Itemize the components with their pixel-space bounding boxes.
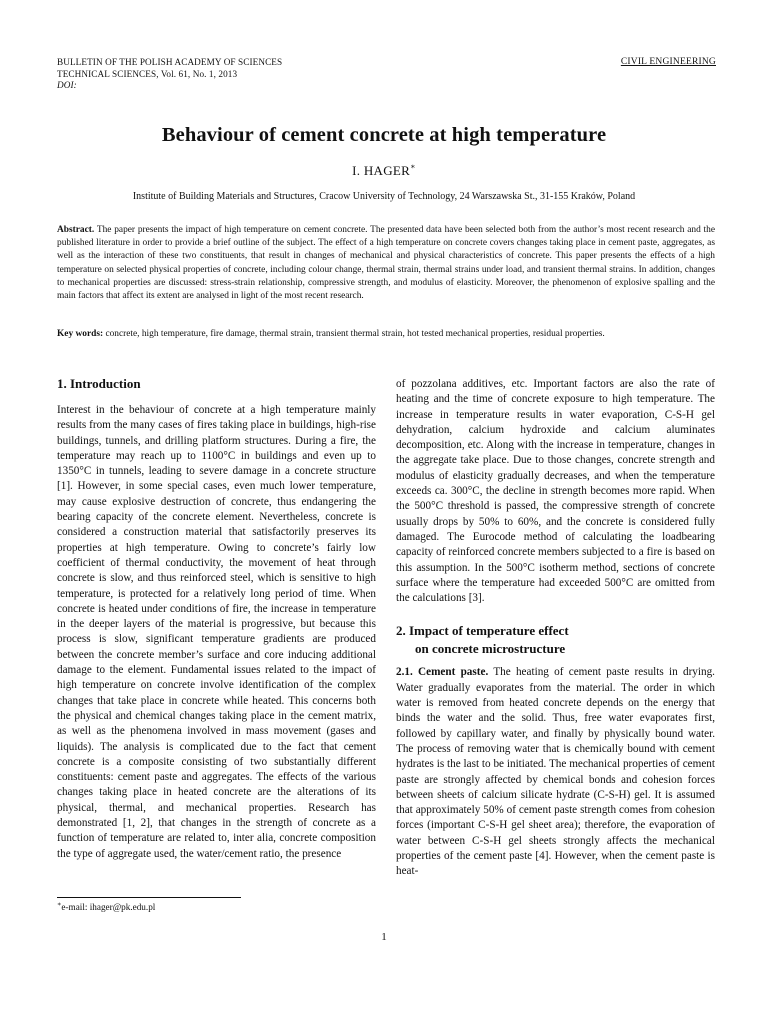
journal-header [57,57,282,92]
section-heading-microstructure [396,622,715,658]
abstract-label: Abstract. [57,225,95,235]
section2-heading-line2: on concrete microstructure [415,641,566,657]
cement-paste-paragraph [396,665,715,879]
section-heading-introduction: 1. Introduction [57,376,141,391]
author-name: I. HAGER [352,163,411,178]
abstract-text: The paper presents the impact of high temperature on cement concrete. The presented data have been selected both from the author’s most recent research and the published literature in order to provide a brief outline of the subject. The effect of a high temperature on concrete covers changes taking place in cement paste, aggregates, as well as the interaction of these two constituents, that result in changes of mechanical and physical characteristics of concrete. This paper presents the effects of a high temperature on selected physical properties of concrete, including colour change, thermal strain, thermal strains under load, and transient thermal strains. In addition, changes to mechanical properties are discussed: stress-strain relationship, compressive strength, and modulus of elasticity. Moreover, the phenomenon of explosive spalling and the main factors that affect its extent are analysed in light of the most recent research. [57,225,715,302]
keywords [57,328,715,341]
footnote-divider [57,897,241,898]
section-label: CIVIL ENGINEERING [620,57,716,67]
journal-name: BULLETIN OF THE POLISH ACADEMY OF SCIENCES [57,57,283,67]
footnote [57,900,155,912]
section2-heading-line1: 2. Impact of temperature effect [396,623,569,639]
right-column [396,377,715,880]
page-number: 1 [381,931,387,943]
keywords-label: Key words: [57,329,104,339]
author-line [0,163,768,179]
affiliation: Institute of Building Materials and Structures, Cracow University of Technology, 24 Warszawska St., 31-155 Kraków, Poland [132,191,636,202]
introduction-paragraph: Interest in the behaviour of concrete at a high temperature mainly results from the many cases of fires taking place in buildings, high-rise buildings, tunnels, and drilling platform structures. During a fire, the temperature may reach up to 1100°C in buildings and even up to 1350°C in tunnels, leading to severe damage in a concrete structure [1]. However, in some special cases, even much lower temperature, may cause explosive destruction of concrete, thus endangering the bearing capacity of the concrete element. Nevertheless, concrete is considered a construction material that satisfactorily preserves its properties at high temperature. Owing to concrete’s fairly low coefficient of thermal conductivity, the movement of heat through concrete is slow, and thus reinforced steel, which is sensitive to high temperature, is protected for a relatively long period of time. When concrete is heated under conditions of fire, the increase in temperature in the deeper layers of the material is progressive, but because this process is slow, significant temperature gradients are produced between the concrete member’s surface and core inducing additional damage to the element. Fundamental issues related to the impact of high temperature on concrete involve identification of the complex changes that take place in concrete while heated. This concerns both the physical and chemical changes taking place in the cement matrix, as well as the phenomena involved in mass movement (gases and liquids). The analysis is complicated due to the fact that cement concrete is a composite consisting of two substantially different constituents: cement paste and aggregates. The effects of the various changes taking place in heated concrete are the alterations of its physical, thermal, and mechanical properties. Research has demonstrated [1, 2], that changes in the strength of concrete as a function of temperature are related to, inter alia, concrete composition the type of aggregate used, the water/cement ratio, the presence [57,404,376,860]
journal-volume: TECHNICAL SCIENCES, Vol. 61, No. 1, 2013 [57,68,238,79]
introduction-continued: of pozzolana additives, etc. Important factors are also the rate of heating and the time of concrete exposure to high temperature. The increase in temperature results in water evaporation, C-S-H gel dehydration, calcium hydroxide and calcium aluminates decomposition, etc. Along with the increase in temperature, changes in the aggregate take place. Due to those changes, concrete strength and modulus of elasticity gradually decreases, and when the temperature exceeds ca. 300°C, the decline in strength becomes more rapid. When the 500°C threshold is passed, the compressive strength of concrete usually drops by 50% to 60%, and the concrete is considered fully damaged. The Eurocode method of calculating the loadbearing capacity of reinforced concrete members subjected to a fire is based on this assumption. In the 500°C isotherm method, sections of concrete surface where the temperature had exceeded 500°C are omitted from the calculations [3]. [396,378,715,605]
abstract [57,224,715,303]
cement-paste-text: The heating of cement paste results in drying. Water gradually evaporates from the material. The order in which water is removed from heated concrete depends on the energy that binds the water and the solid. Thus, free water evaporates first, followed by capillary water, and finally by physically bound water. The process of removing water that is chemically bound with cement hydrates is the last to be initiated. The mechanical properties of cement paste are strongly affected by chemical bonds and cohesion forces between sheets of calcium silicate hydrate (C-S-H) gel. It is assumed that approximately 50% of cement paste strength comes from cohesion forces (important C-S-H gel sheet area); therefore, the evaporation of water between C-S-H gel sheets strongly affects the mechanical properties of the cement paste [4]. However, when the cement paste is heat- [396,666,715,878]
doi-label: DOI: [57,80,77,90]
author-footnote-mark: ∗ [410,162,416,171]
paper-title: Behaviour of cement concrete at high temperature [161,124,607,146]
subsection-label: 2.1. Cement paste. [396,666,489,679]
left-column [57,376,376,862]
footnote-mark: ∗ [57,901,62,908]
keywords-text: concrete, high temperature, fire damage, thermal strain, transient thermal strain, hot tested mechanical properties, residual properties. [105,329,605,339]
author-email: e-mail: ihager@pk.edu.pl [61,902,156,913]
